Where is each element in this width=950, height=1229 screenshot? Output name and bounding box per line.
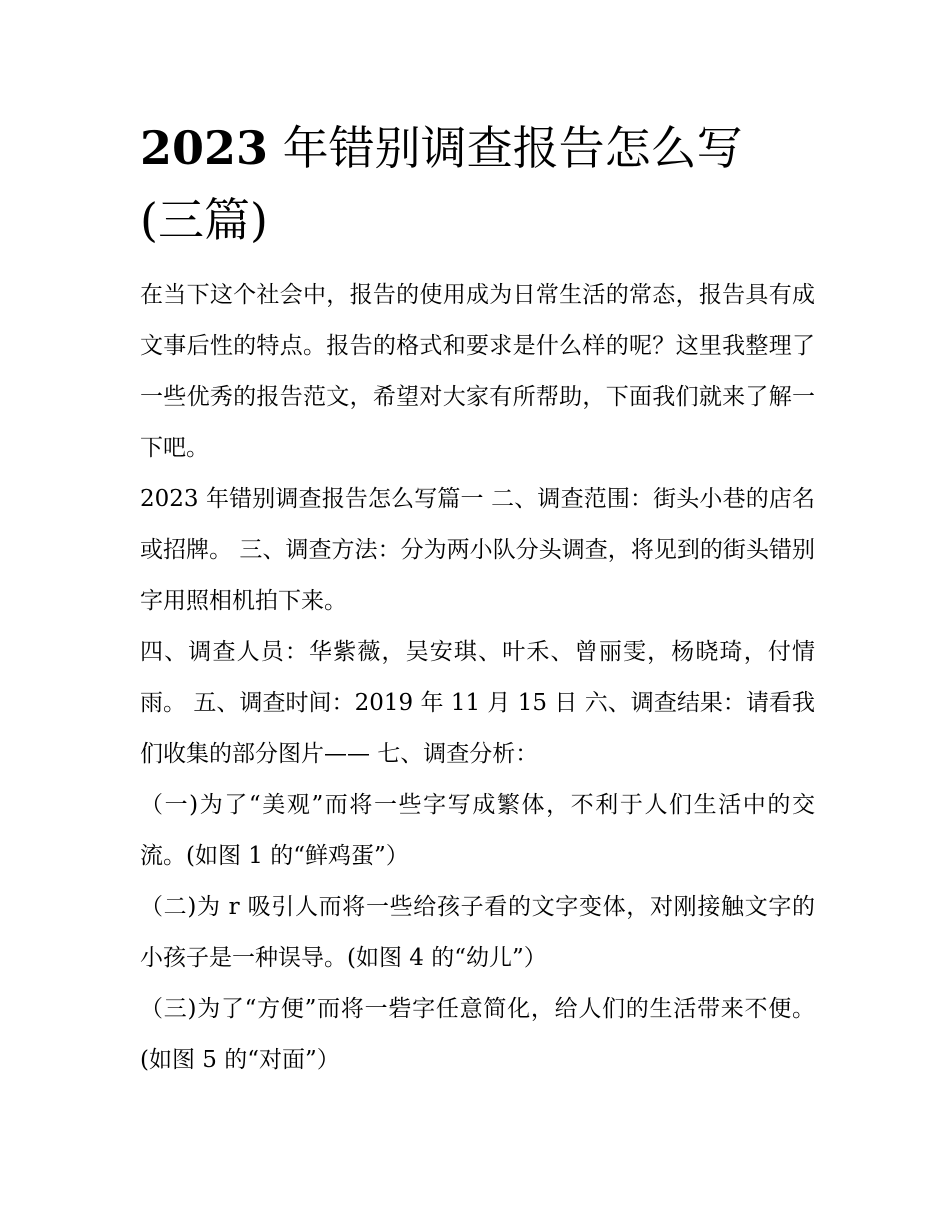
title-line2: (三篇) (140, 193, 268, 247)
survey-details-paragraph: 四、调查人员：华紫薇，吴安琪、叶禾、曾丽雯，杨晓琦，付情雨。 五、调查时间：2019 年 11 月 15 日 六、调查结果：请看我们收集的部分图片—— 七、调查分析： (140, 639, 815, 767)
analysis-item-2: （二)为 r 吸引人而将一些给孩子看的文字变体，对刚接触文字的小孩子是一种误导。(如图 4 的“幼儿”） (140, 894, 815, 971)
document-title (140, 112, 815, 256)
analysis-item-3: （三)为了“方便”而将一砦字任意简化，给人们的生活带来不便。(如图 5 的“对面”） (140, 996, 815, 1073)
title-year: 2023 (140, 121, 269, 175)
intro-paragraph: 在当下这个社会中，报告的使用成为日常生活的常态，报告具有成文事后性的特点。报告的格式和要求是什么样的呢？这里我整理了一些优秀的报告范文，希望对大家有所帮助，下面我们就来了解一下吧。 (140, 282, 815, 461)
title-line1: 年错别调查报告怎么写 (268, 121, 743, 175)
document-body (140, 112, 815, 1086)
analysis-item-1: （一)为了“美观”而将一些字写成繁体，不利于人们生活中的交流。(如图 1 的“鲜鸡蛋”） (140, 792, 815, 869)
section-one-paragraph: 2023 年错别调查报告怎么写篇一 二、调查范围：街头小巷的店名或招牌。 三、调查方法：分为两小队分头调查，将见到的街头错别字用照相机拍下来。 (140, 486, 815, 614)
